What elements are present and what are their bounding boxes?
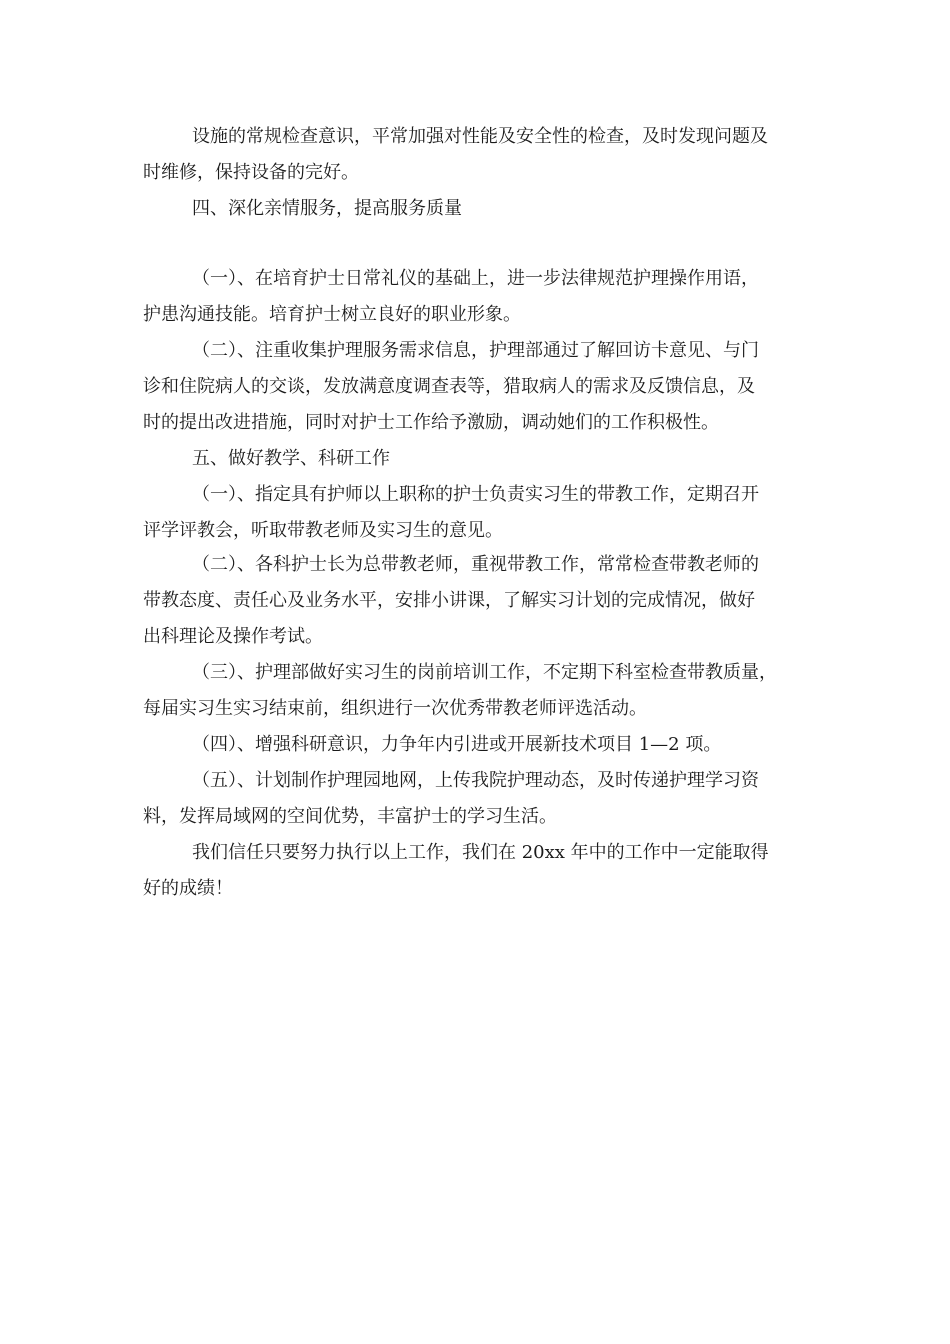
paragraph-line: 护患沟通技能。培育护士树立良好的职业形象。 <box>143 304 521 325</box>
paragraph-line: （三）、护理部做好实习生的岗前培训工作，不定期下科室检查带教质量， <box>192 662 777 683</box>
paragraph-line: （一）、在培育护士日常礼仪的基础上，进一步法律规范护理操作用语， <box>192 268 759 289</box>
paragraph-line: （五）、计划制作护理园地网，上传我院护理动态，及时传递护理学习资 <box>192 770 759 791</box>
paragraph-line: 时的提出改进措施，同时对护士工作给予激励，调动她们的工作积极性。 <box>143 412 719 433</box>
section-heading: 五、做好教学、科研工作 <box>192 448 390 469</box>
paragraph-line: 出科理论及操作考试。 <box>143 626 323 647</box>
paragraph-line: 每届实习生实习结束前，组织进行一次优秀带教老师评选活动。 <box>143 698 647 719</box>
section-heading: 四、深化亲情服务，提高服务质量 <box>192 198 462 219</box>
paragraph-line: 我们信任只要努力执行以上工作，我们在 20xx 年中的工作中一定能取得 <box>192 842 769 863</box>
paragraph-line: 评学评教会，听取带教老师及实习生的意见。 <box>143 520 503 541</box>
paragraph-line: 诊和住院病人的交谈，发放满意度调查表等，猎取病人的需求及反馈信息，及 <box>143 376 755 397</box>
paragraph-line: （四）、增强科研意识，力争年内引进或开展新技术项目 1—2 项。 <box>192 734 722 755</box>
paragraph-line: 带教态度、责任心及业务水平，安排小讲课，了解实习计划的完成情况，做好 <box>143 590 755 611</box>
paragraph-line: 料，发挥局域网的空间优势，丰富护士的学习生活。 <box>143 806 557 827</box>
paragraph-line: 好的成绩！ <box>143 878 233 899</box>
paragraph-line: （一）、指定具有护师以上职称的护士负责实习生的带教工作，定期召开 <box>192 484 759 505</box>
paragraph-line: 时维修，保持设备的完好。 <box>143 162 359 183</box>
paragraph-line: 设施的常规检查意识，平常加强对性能及安全性的检查，及时发现问题及 <box>192 126 768 147</box>
paragraph-line: （二）、注重收集护理服务需求信息，护理部通过了解回访卡意见、与门 <box>192 340 759 361</box>
paragraph-line: （二）、各科护士长为总带教老师，重视带教工作，常常检查带教老师的 <box>192 554 759 575</box>
